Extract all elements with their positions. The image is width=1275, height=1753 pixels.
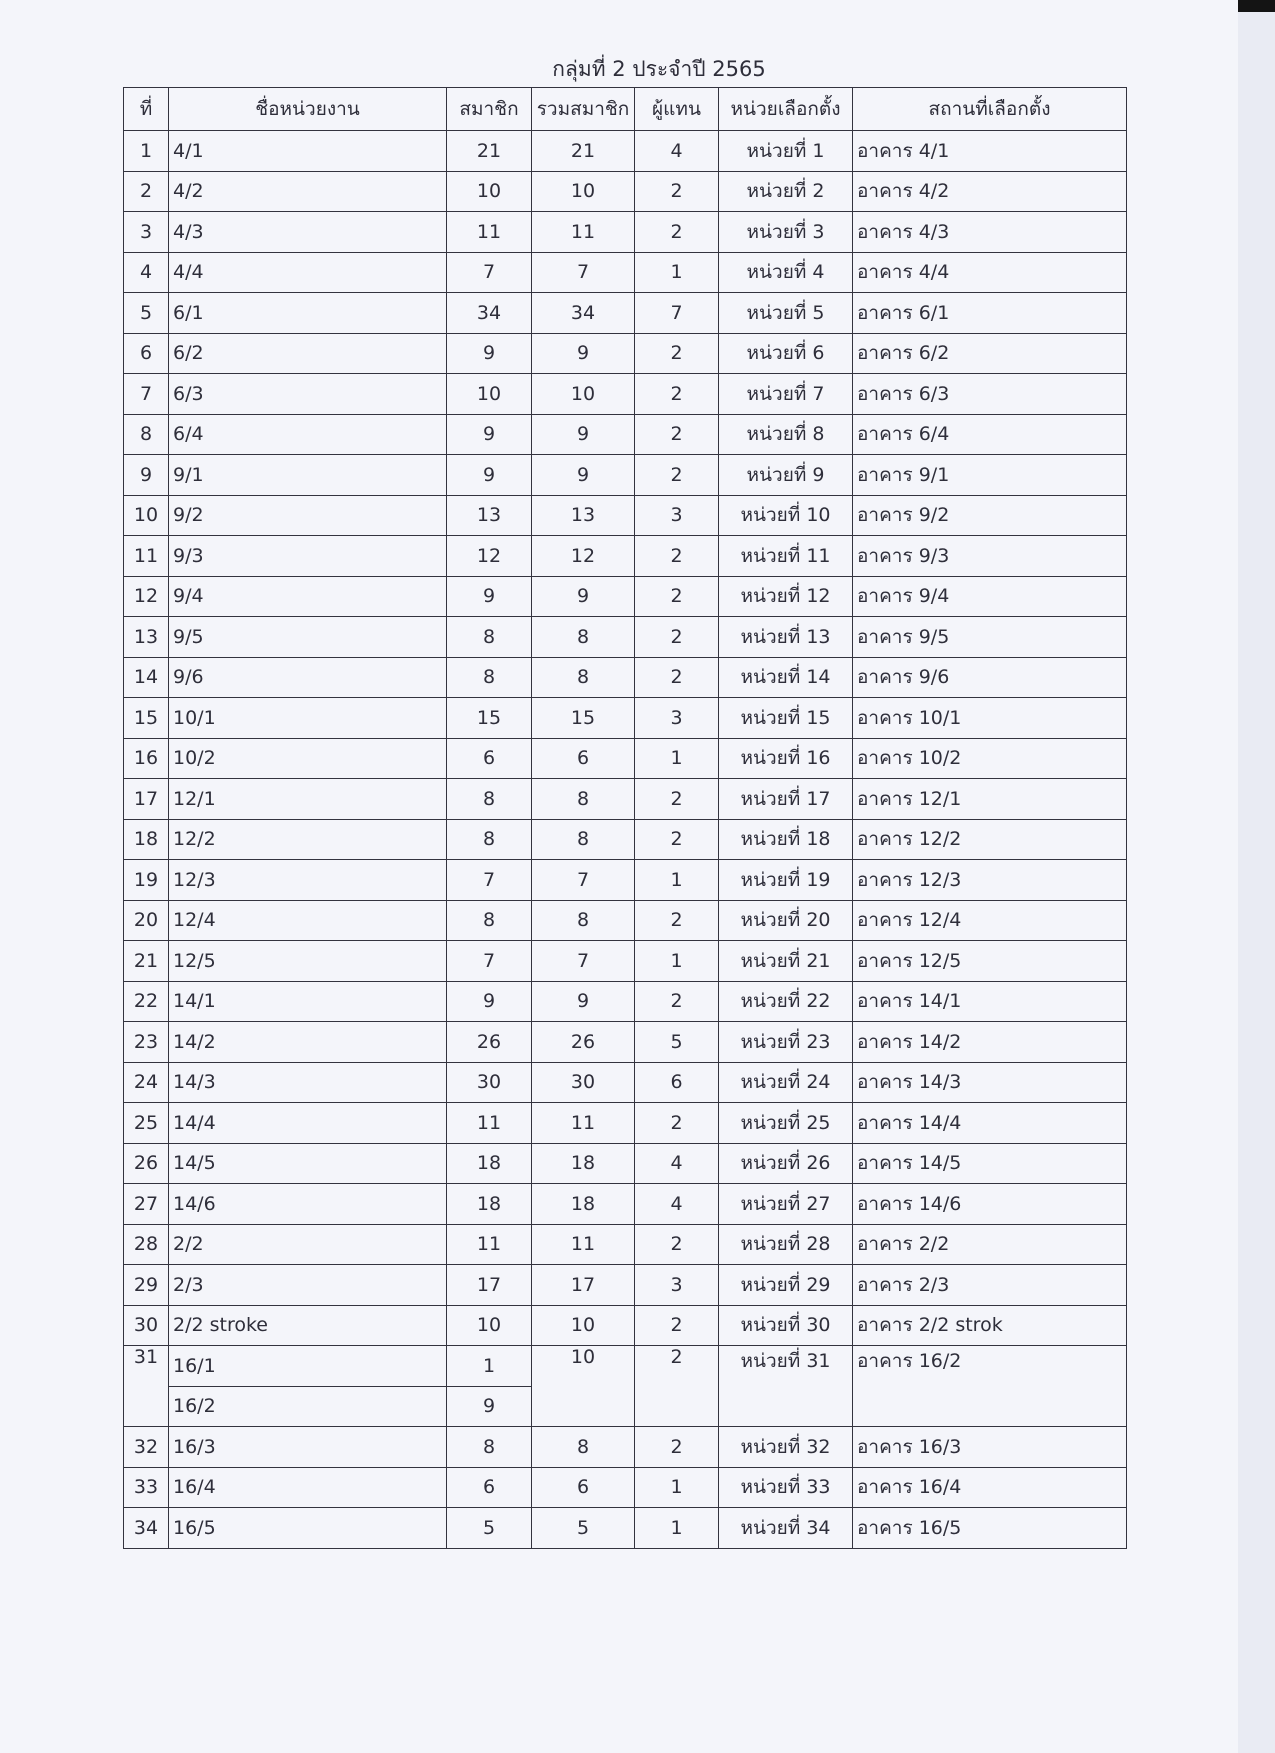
table-row [124,374,1127,415]
cell-no: 7 [124,374,169,415]
cell-place: อาคาร 9/3 [853,536,1127,577]
cell-members: 1 [447,1346,532,1387]
cell-name: 4/1 [169,131,447,172]
cell-total: 8 [532,617,635,658]
table-row [124,1022,1127,1063]
cell-name: 2/2 stroke [169,1305,447,1346]
cell-total: 8 [532,779,635,820]
cell-total: 10 [532,1346,635,1427]
cell-unit: หน่วยที่ 22 [719,981,853,1022]
cell-place: อาคาร 6/3 [853,374,1127,415]
cell-name: 14/5 [169,1143,447,1184]
cell-no: 30 [124,1305,169,1346]
cell-unit: หน่วยที่ 27 [719,1184,853,1225]
cell-members: 26 [447,1022,532,1063]
cell-no: 22 [124,981,169,1022]
cell-total: 34 [532,293,635,334]
cell-unit: หน่วยที่ 9 [719,455,853,496]
cell-no: 9 [124,455,169,496]
cell-reps: 1 [635,941,719,982]
cell-name: 6/2 [169,333,447,374]
cell-total: 10 [532,1305,635,1346]
table-row [124,1467,1127,1508]
cell-members: 12 [447,536,532,577]
table-row [124,455,1127,496]
cell-unit: หน่วยที่ 12 [719,576,853,617]
cell-reps: 1 [635,1508,719,1549]
cell-place: อาคาร 10/1 [853,698,1127,739]
cell-members: 5 [447,1508,532,1549]
cell-no: 17 [124,779,169,820]
cell-unit: หน่วยที่ 28 [719,1224,853,1265]
cell-reps: 2 [635,212,719,253]
cell-unit: หน่วยที่ 3 [719,212,853,253]
cell-place: อาคาร 10/2 [853,738,1127,779]
table-row [124,252,1127,293]
table-row [124,1427,1127,1468]
cell-reps: 2 [635,414,719,455]
cell-name: 6/1 [169,293,447,334]
cell-members: 30 [447,1062,532,1103]
cell-members: 7 [447,252,532,293]
cell-name: 9/5 [169,617,447,658]
cell-unit: หน่วยที่ 17 [719,779,853,820]
table-row [124,738,1127,779]
cell-name: 12/1 [169,779,447,820]
cell-no: 20 [124,900,169,941]
election-unit-table [123,87,1127,1549]
cell-total: 18 [532,1143,635,1184]
cell-reps: 2 [635,779,719,820]
cell-name: 14/4 [169,1103,447,1144]
cell-place: อาคาร 4/3 [853,212,1127,253]
header-no: ที่ [124,88,169,131]
cell-reps: 1 [635,738,719,779]
cell-no: 33 [124,1467,169,1508]
cell-no: 27 [124,1184,169,1225]
cell-no: 31 [124,1346,169,1427]
cell-place: อาคาร 12/3 [853,860,1127,901]
header-place: สถานที่เลือกตั้ง [853,88,1127,131]
cell-name: 12/2 [169,819,447,860]
cell-unit: หน่วยที่ 14 [719,657,853,698]
cell-place: อาคาร 6/2 [853,333,1127,374]
cell-no: 13 [124,617,169,658]
cell-unit: หน่วยที่ 7 [719,374,853,415]
cell-members: 18 [447,1184,532,1225]
header-members: สมาชิก [447,88,532,131]
cell-name: 16/1 [169,1346,447,1387]
table-row [124,1184,1127,1225]
table-row [124,860,1127,901]
cell-name: 12/4 [169,900,447,941]
cell-members: 7 [447,860,532,901]
cell-place: อาคาร 16/5 [853,1508,1127,1549]
cell-reps: 6 [635,1062,719,1103]
cell-unit: หน่วยที่ 25 [719,1103,853,1144]
cell-name: 12/3 [169,860,447,901]
cell-members: 10 [447,1305,532,1346]
cell-total: 11 [532,212,635,253]
cell-no: 21 [124,941,169,982]
cell-unit: หน่วยที่ 20 [719,900,853,941]
cell-no: 34 [124,1508,169,1549]
cell-name: 6/4 [169,414,447,455]
cell-reps: 2 [635,171,719,212]
cell-total: 11 [532,1224,635,1265]
cell-total: 9 [532,333,635,374]
cell-no: 2 [124,171,169,212]
cell-place: อาคาร 12/2 [853,819,1127,860]
cell-unit: หน่วยที่ 29 [719,1265,853,1306]
page-edge [1238,0,1275,1753]
cell-no: 15 [124,698,169,739]
cell-reps: 1 [635,860,719,901]
cell-name: 9/6 [169,657,447,698]
cell-no: 32 [124,1427,169,1468]
cell-no: 5 [124,293,169,334]
cell-name: 16/5 [169,1508,447,1549]
table-row [124,981,1127,1022]
cell-total: 7 [532,252,635,293]
cell-members: 7 [447,941,532,982]
cell-reps: 2 [635,819,719,860]
cell-place: อาคาร 14/6 [853,1184,1127,1225]
cell-unit: หน่วยที่ 33 [719,1467,853,1508]
cell-members: 8 [447,819,532,860]
cell-reps: 4 [635,131,719,172]
header-name: ชื่อหน่วยงาน [169,88,447,131]
table-row [124,698,1127,739]
cell-reps: 2 [635,455,719,496]
header-unit: หน่วยเลือกตั้ง [719,88,853,131]
cell-total: 5 [532,1508,635,1549]
cell-total: 8 [532,1427,635,1468]
cell-total: 9 [532,981,635,1022]
cell-place: อาคาร 9/2 [853,495,1127,536]
cell-reps: 3 [635,495,719,536]
cell-reps: 2 [635,374,719,415]
cell-members: 9 [447,981,532,1022]
cell-no: 28 [124,1224,169,1265]
cell-reps: 2 [635,333,719,374]
table-row [124,1508,1127,1549]
cell-no: 12 [124,576,169,617]
table-row [124,576,1127,617]
cell-unit: หน่วยที่ 26 [719,1143,853,1184]
cell-no: 25 [124,1103,169,1144]
cell-unit: หน่วยที่ 13 [719,617,853,658]
cell-reps: 4 [635,1184,719,1225]
cell-total: 18 [532,1184,635,1225]
table-row [124,171,1127,212]
cell-total: 10 [532,171,635,212]
cell-unit: หน่วยที่ 34 [719,1508,853,1549]
cell-place: อาคาร 14/5 [853,1143,1127,1184]
cell-name: 10/1 [169,698,447,739]
cell-total: 11 [532,1103,635,1144]
table-row [124,1062,1127,1103]
cell-members: 15 [447,698,532,739]
cell-place: อาคาร 6/4 [853,414,1127,455]
cell-place: อาคาร 16/2 [853,1346,1127,1427]
cell-reps: 2 [635,1224,719,1265]
table-row [124,1224,1127,1265]
cell-members: 9 [447,576,532,617]
cell-total: 8 [532,819,635,860]
cell-total: 10 [532,374,635,415]
cell-members: 18 [447,1143,532,1184]
cell-total: 6 [532,738,635,779]
cell-total: 13 [532,495,635,536]
cell-reps: 5 [635,1022,719,1063]
cell-name: 4/3 [169,212,447,253]
cell-no: 8 [124,414,169,455]
cell-members: 11 [447,1224,532,1265]
cell-total: 8 [532,657,635,698]
cell-unit: หน่วยที่ 21 [719,941,853,982]
cell-name: 4/2 [169,171,447,212]
cell-members: 9 [447,414,532,455]
cell-unit: หน่วยที่ 18 [719,819,853,860]
table-row-merged-a [124,1346,1127,1387]
cell-reps: 2 [635,1427,719,1468]
cell-unit: หน่วยที่ 16 [719,738,853,779]
cell-unit: หน่วยที่ 32 [719,1427,853,1468]
cell-total: 21 [532,131,635,172]
table-row [124,1305,1127,1346]
header-total: รวมสมาชิก [532,88,635,131]
table-row [124,131,1127,172]
cell-name: 4/4 [169,252,447,293]
page-title: กลุ่มที่ 2 ประจำปี 2565 [552,57,766,81]
cell-members: 17 [447,1265,532,1306]
cell-name: 14/6 [169,1184,447,1225]
cell-place: อาคาร 9/1 [853,455,1127,496]
table-row [124,1265,1127,1306]
cell-place: อาคาร 14/1 [853,981,1127,1022]
table-row [124,414,1127,455]
cell-members: 9 [447,1386,532,1427]
cell-reps: 1 [635,252,719,293]
cell-no: 26 [124,1143,169,1184]
cell-place: อาคาร 14/2 [853,1022,1127,1063]
cell-name: 14/3 [169,1062,447,1103]
cell-place: อาคาร 6/1 [853,293,1127,334]
cell-no: 6 [124,333,169,374]
cell-members: 8 [447,900,532,941]
cell-unit: หน่วยที่ 24 [719,1062,853,1103]
cell-place: อาคาร 2/2 strok [853,1305,1127,1346]
table-row [124,1103,1127,1144]
cell-unit: หน่วยที่ 2 [719,171,853,212]
cell-place: อาคาร 4/1 [853,131,1127,172]
table-row [124,536,1127,577]
table-row [124,657,1127,698]
cell-place: อาคาร 2/2 [853,1224,1127,1265]
cell-place: อาคาร 2/3 [853,1265,1127,1306]
header-row [124,88,1127,131]
cell-place: อาคาร 4/4 [853,252,1127,293]
table-row [124,900,1127,941]
cell-members: 10 [447,171,532,212]
cell-name: 9/4 [169,576,447,617]
cell-total: 7 [532,860,635,901]
cell-name: 16/3 [169,1427,447,1468]
cell-members: 10 [447,374,532,415]
cell-total: 26 [532,1022,635,1063]
cell-name: 2/3 [169,1265,447,1306]
cell-members: 9 [447,455,532,496]
cell-place: อาคาร 12/1 [853,779,1127,820]
table-row [124,941,1127,982]
cell-members: 6 [447,1467,532,1508]
cell-place: อาคาร 12/5 [853,941,1127,982]
cell-name: 9/3 [169,536,447,577]
cell-reps: 2 [635,1346,719,1427]
cell-members: 21 [447,131,532,172]
cell-name: 12/5 [169,941,447,982]
cell-unit: หน่วยที่ 23 [719,1022,853,1063]
cell-name: 16/2 [169,1386,447,1427]
table-row [124,333,1127,374]
header-reps: ผู้แทน [635,88,719,131]
cell-place: อาคาร 4/2 [853,171,1127,212]
cell-no: 16 [124,738,169,779]
cell-name: 16/4 [169,1467,447,1508]
cell-reps: 2 [635,576,719,617]
cell-place: อาคาร 14/4 [853,1103,1127,1144]
cell-total: 9 [532,455,635,496]
table-row [124,293,1127,334]
cell-place: อาคาร 12/4 [853,900,1127,941]
cell-reps: 4 [635,1143,719,1184]
cell-total: 9 [532,414,635,455]
cell-reps: 3 [635,698,719,739]
cell-name: 10/2 [169,738,447,779]
cell-total: 30 [532,1062,635,1103]
cell-no: 19 [124,860,169,901]
cell-name: 6/3 [169,374,447,415]
cell-no: 11 [124,536,169,577]
cell-unit: หน่วยที่ 31 [719,1346,853,1427]
cell-unit: หน่วยที่ 8 [719,414,853,455]
cell-total: 8 [532,900,635,941]
cell-unit: หน่วยที่ 1 [719,131,853,172]
cell-no: 14 [124,657,169,698]
cell-members: 34 [447,293,532,334]
cell-members: 11 [447,1103,532,1144]
cell-members: 11 [447,212,532,253]
cell-total: 6 [532,1467,635,1508]
cell-reps: 2 [635,981,719,1022]
table-row [124,617,1127,658]
cell-unit: หน่วยที่ 15 [719,698,853,739]
cell-members: 13 [447,495,532,536]
cell-reps: 3 [635,1265,719,1306]
cell-reps: 7 [635,293,719,334]
cell-name: 14/1 [169,981,447,1022]
cell-members: 6 [447,738,532,779]
cell-members: 8 [447,657,532,698]
cell-place: อาคาร 16/4 [853,1467,1127,1508]
table-row [124,212,1127,253]
cell-place: อาคาร 14/3 [853,1062,1127,1103]
table-row [124,779,1127,820]
cell-place: อาคาร 9/5 [853,617,1127,658]
cell-unit: หน่วยที่ 4 [719,252,853,293]
cell-name: 14/2 [169,1022,447,1063]
cell-reps: 2 [635,536,719,577]
cell-total: 12 [532,536,635,577]
cell-reps: 1 [635,1467,719,1508]
cell-name: 9/1 [169,455,447,496]
cell-unit: หน่วยที่ 10 [719,495,853,536]
cell-total: 17 [532,1265,635,1306]
cell-no: 3 [124,212,169,253]
cell-total: 9 [532,576,635,617]
table-row [124,1143,1127,1184]
cell-place: อาคาร 9/4 [853,576,1127,617]
cell-members: 8 [447,617,532,658]
cell-reps: 2 [635,1103,719,1144]
table-row [124,495,1127,536]
cell-unit: หน่วยที่ 30 [719,1305,853,1346]
cell-no: 18 [124,819,169,860]
cell-place: อาคาร 16/3 [853,1427,1127,1468]
cell-no: 24 [124,1062,169,1103]
cell-reps: 2 [635,900,719,941]
cell-no: 23 [124,1022,169,1063]
cell-members: 8 [447,779,532,820]
cell-name: 2/2 [169,1224,447,1265]
cell-name: 9/2 [169,495,447,536]
cell-no: 4 [124,252,169,293]
cell-reps: 2 [635,657,719,698]
table-row [124,819,1127,860]
scan-corner-mark [1238,0,1275,12]
cell-members: 9 [447,333,532,374]
cell-unit: หน่วยที่ 6 [719,333,853,374]
cell-reps: 2 [635,617,719,658]
cell-place: อาคาร 9/6 [853,657,1127,698]
cell-members: 8 [447,1427,532,1468]
cell-no: 10 [124,495,169,536]
cell-unit: หน่วยที่ 11 [719,536,853,577]
cell-no: 1 [124,131,169,172]
cell-unit: หน่วยที่ 19 [719,860,853,901]
cell-total: 7 [532,941,635,982]
cell-unit: หน่วยที่ 5 [719,293,853,334]
cell-reps: 2 [635,1305,719,1346]
cell-no: 29 [124,1265,169,1306]
cell-total: 15 [532,698,635,739]
